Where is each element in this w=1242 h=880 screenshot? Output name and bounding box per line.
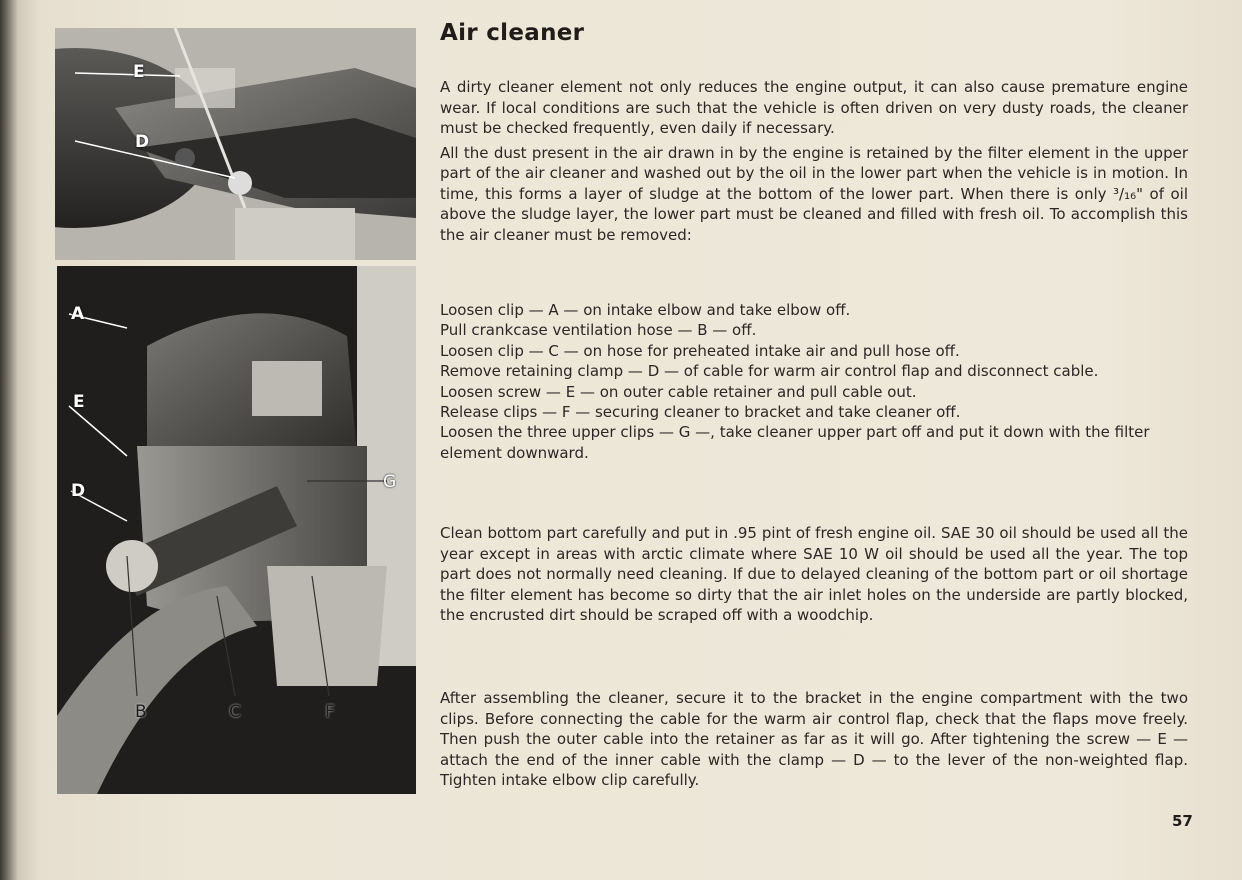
step-item: Loosen clip — C — on hose for preheated intake air and pull hose off.	[440, 341, 960, 360]
intro-text	[440, 77, 1188, 249]
photo-cable-retainer-illustration	[55, 28, 416, 260]
step-item: Pull crankcase ventilation hose — B — off.	[440, 321, 757, 340]
callout-d: D	[71, 481, 86, 501]
callout-d: D	[135, 132, 150, 152]
callout-a: A	[71, 304, 85, 324]
assembly-text	[440, 688, 1188, 795]
step-item: Loosen clip — A — on intake elbow and take elbow off.	[440, 301, 851, 319]
callout-e: E	[73, 392, 85, 412]
removal-steps	[440, 300, 1188, 463]
cleaning-text	[440, 523, 1188, 630]
section-title: Air cleaner	[440, 20, 585, 46]
step-item: Remove retaining clamp — D — of cable for warm air control flap and disconnect cable.	[440, 362, 1099, 381]
intro-paragraph-2: All the dust present in the air drawn in by the engine is retained by the filter element in the upper part of the air cleaner and washed out by the oil in the lower part when the vehicle is in motion. In time, this forms a layer of sludge at the bottom of the lower part. When there is only ³/₁₆" of oil above the sludge layer, the lower part must be cleaned and filled with fresh oil. To accomplish this the air cleaner must be removed:	[440, 143, 1188, 244]
callout-b: B	[135, 702, 147, 722]
page-number: 57	[1172, 812, 1193, 830]
photo-cable-retainer	[55, 28, 416, 260]
callout-g: G	[383, 472, 397, 492]
callout-c: C	[229, 702, 241, 722]
step-item: Release clips — F — securing cleaner to bracket and take cleaner off.	[440, 403, 961, 422]
callout-e: E	[133, 62, 145, 82]
photo-air-cleaner	[57, 266, 416, 794]
assembly-paragraph: After assembling the cleaner, secure it to the bracket in the engine compartment with the two clips. Before connecting the cable for the warm air control flap, check that the flaps move freely. Then push the outer cable into the retainer as far as it will go. After tightening the screw — E — attach the end of the inner cable with the clamp — D — to the lever of the non-weighted flap. Tighten intake elbow clip carefully.	[440, 689, 1188, 789]
intro-paragraph-1: A dirty cleaner element not only reduces the engine output, it can also cause premature engine wear. If local conditions are such that the vehicle is often driven on very dusty roads, the cleaner must be checked frequently, even daily if necessary.	[440, 78, 1188, 137]
step-item: Loosen the three upper clips — G —, take cleaner upper part off and put it down with the filter element downward.	[440, 423, 1150, 462]
callout-f: F	[325, 702, 335, 722]
step-item: Loosen screw — E — on outer cable retainer and pull cable out.	[440, 382, 917, 401]
cleaning-paragraph: Clean bottom part carefully and put in .95 pint of fresh engine oil. SAE 30 oil should be used all the year except in areas with arctic climate where SAE 10 W oil should be used all the year. The top part does not normally need cleaning. If due to delayed cleaning of the bottom part or oil shortage the filter element has become so dirty that the air inlet holes on the underside are partly blocked, the encrusted dirt should be scraped off with a woodchip.	[440, 524, 1188, 624]
